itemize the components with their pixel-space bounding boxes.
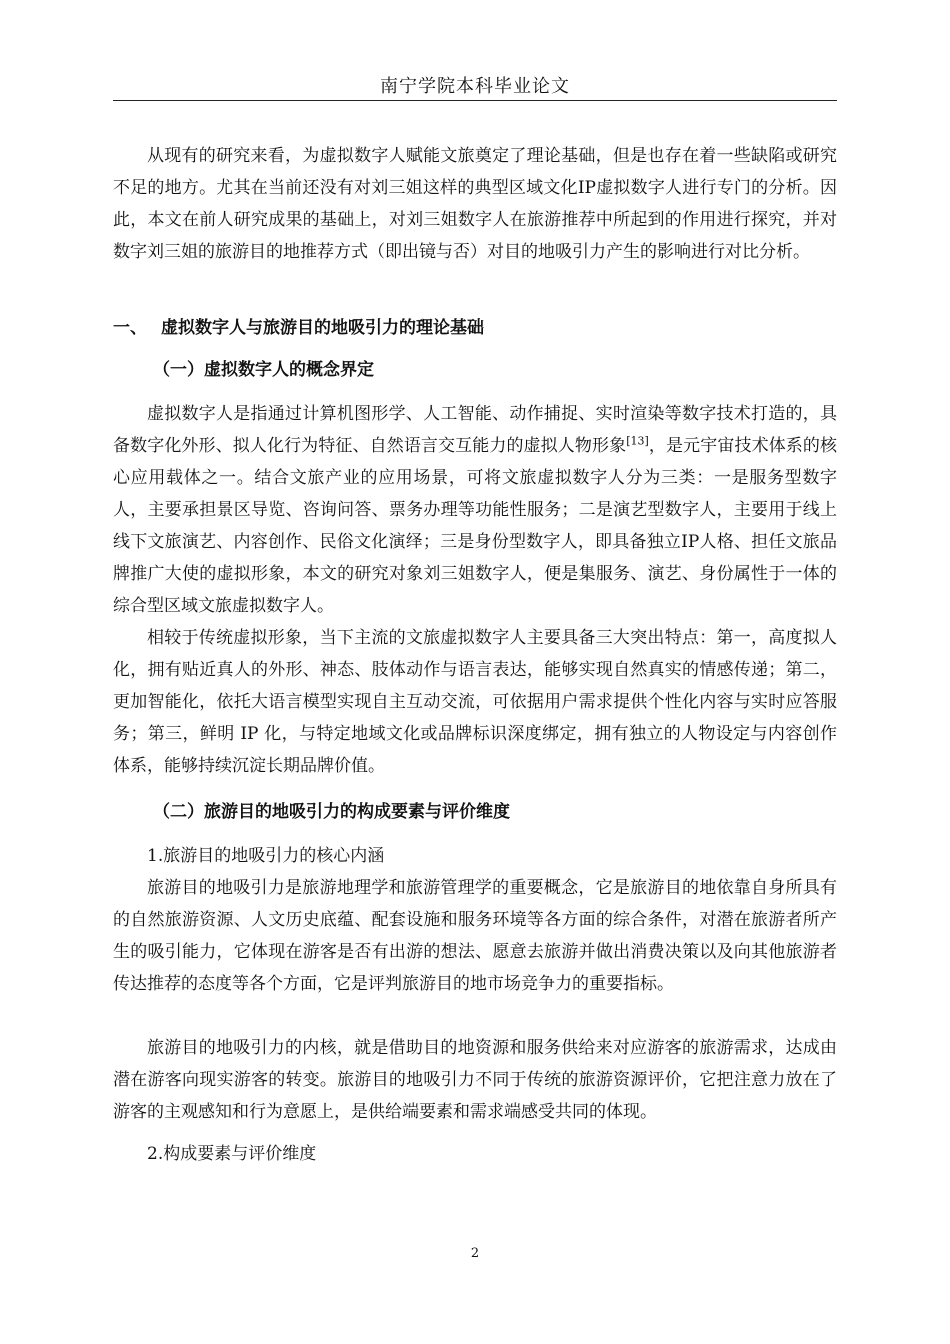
sub-subsection-heading-1: 1.旅游目的地吸引力的核心内涵 [147, 846, 385, 866]
section-title: 虚拟数字人与旅游目的地吸引力的理论基础 [161, 318, 484, 338]
definition-text-part2: ，是元宇宙技术体系的核心应用载体之一。结合文旅产业的应用场景，可将文旅虚拟数字人分为三类：一是服务型数字人，主要承担景区导览、咨询问答、票务办理等功能性服务；二是演艺型数字人，主要用于线上线下文旅演艺、内容创作、民俗文化演绎；三是身份型数字人，即具备独立IP人格、担任文旅品牌推广大使的虚拟形象，本文的研究对象刘三姐数字人，便是集服务、演艺、身份属性于一体的综合型区域文旅虚拟数字人。 [113, 436, 838, 616]
subsection-heading-2: （二）旅游目的地吸引力的构成要素与评价维度 [153, 802, 510, 822]
paragraph-research-summary: 从现有的研究来看，为虚拟数字人赋能文旅奠定了理论基础，但是也存在着一些缺陷或研究不足的地方。尤其在当前还没有对刘三姐这样的典型区域文化IP虚拟数字人进行专门的分析。因此，本文在前人研究成果的基础上，对刘三姐数字人在旅游推荐中所起到的作用进行探究，并对数字刘三姐的旅游目的地推荐方式（即出镜与否）对目的地吸引力产生的影响进行对比分析。 [113, 146, 837, 262]
section-number: 一、 [113, 318, 147, 338]
paragraph-virtual-human-definition [113, 398, 837, 622]
page-header-title: 南宁学院本科毕业论文 [380, 76, 570, 97]
header-divider [113, 100, 837, 101]
page-number: 2 [470, 1246, 480, 1261]
subsection-heading-1: （一）虚拟数字人的概念界定 [153, 360, 374, 380]
sub-subsection-heading-2: 2.构成要素与评价维度 [147, 1144, 317, 1164]
section-heading-1 [113, 312, 837, 344]
paragraph-attraction-essence: 旅游目的地吸引力的内核，就是借助目的地资源和服务供给来对应游客的旅游需求，达成由潜在游客向现实游客的转变。旅游目的地吸引力不同于传统的旅游资源评价，它把注意力放在了游客的主观感知和行为意愿上，是供给端要素和需求端感受共同的体现。 [113, 1038, 837, 1122]
citation-marker: [13] [626, 434, 649, 448]
paragraph-virtual-human-features: 相较于传统虚拟形象，当下主流的文旅虚拟数字人主要具备三大突出特点：第一，高度拟人化，拥有贴近真人的外形、神态、肢体动作与语言表达，能够实现自然真实的情感传递；第二，更加智能化，依托大语言模型实现自主互动交流，可依据用户需求提供个性化内容与实时应答服务；第三，鲜明 IP 化，与特定地域文化或品牌标识深度绑定，拥有独立的人物设定与内容创作体系，能够持续沉淀长期品牌价值。 [113, 628, 837, 776]
paragraph-attraction-core: 旅游目的地吸引力是旅游地理学和旅游管理学的重要概念，它是旅游目的地依靠自身所具有的自然旅游资源、人文历史底蕴、配套设施和服务环境等各方面的综合条件，对潜在旅游者所产生的吸引能力，它体现在游客是否有出游的想法、愿意去旅游并做出消费决策以及向其他旅游者传达推荐的态度等各个方面，它是评判旅游目的地市场竞争力的重要指标。 [113, 878, 837, 994]
definition-text-part1: 虚拟数字人是指通过计算机图形学、人工智能、动作捕捉、实时渲染等数字技术打造的，具备数字化外形、拟人化行为特征、自然语言交互能力的虚拟人物形象 [113, 404, 837, 456]
